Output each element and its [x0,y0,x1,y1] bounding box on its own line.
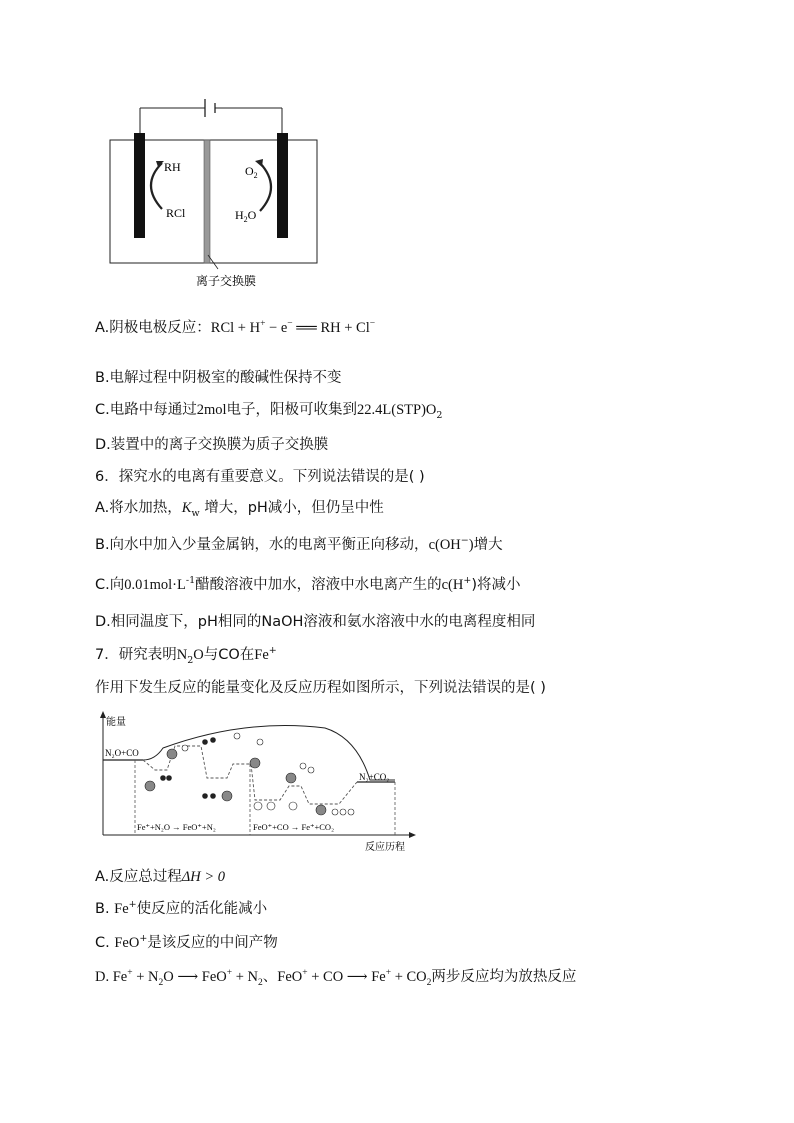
q7-option-d: D. $Fe^+ + N_2O$ ⟶ $FeO^+ + N_2$、FeO+ + CO ⟶ $Fe^+ + CO_2$两步反应均为放热反应 [95,968,577,988]
q6-option-d: D.相同温度下，pH相同的NaOH溶液和氨水溶液中水的电离程度相同 [95,614,536,630]
y-axis-label: 能量 [106,717,126,728]
q7-stem: 7．研究表明$N_2O$与CO在Fe+ [95,645,277,666]
cathode-reactant-label: RCl [166,206,186,220]
end-label: N₂+CO₂ [359,772,390,782]
molecule-glyphs [145,733,354,815]
q5-option-c: C.电路中每通过2mol电子，阳极可收集到$22.4L(STP)O_2$ [95,402,443,421]
start-label: N₂O+CO [105,748,139,758]
q6-option-a: A.将水加热，$K_w$ 增大，pH减小，但仍呈中性 [95,500,384,519]
ion-exchange-membrane [204,140,210,263]
electrolysis-cell-figure [100,95,330,290]
step1-label: Fe⁺+N₂O → FeO⁺+N₂ [137,822,216,832]
energy-curve [103,726,395,781]
cathode-electrode [134,133,145,238]
step2-label: FeO⁺+CO → Fe⁺+CO₂ [253,822,335,832]
svg-text:O2: $O_2$ [245,164,258,180]
cathode-product-label: RH [164,160,181,174]
svg-text:H2O: $H_2O$ [235,208,257,224]
q6-option-b: B.向水中加入少量金属钠，水的电离平衡正向移动，c(OH−)增大 [95,535,503,553]
anode-electrode [277,133,288,238]
membrane-label: 离子交换膜 [196,274,257,288]
q7-stem-continued: 作用下发生反应的能量变化及反应历程如图所示，下列说法错误的是( ) [95,680,546,696]
q7-option-c: C. FeO+是该反应的中间产物 [95,933,278,951]
q5-option-b: B.电解过程中阴极室的酸碱性保持不变 [95,370,342,386]
anode-product-label: O [245,164,254,178]
q7-option-a: A.反应总过程ΔH > 0 [95,869,226,885]
x-axis-label: 反应历程 [365,842,405,853]
q6-option-c: C.向$0.01mol\cdot L^{-1}$醋酸溶液中加水，溶液中水电离产生的c(H+)将减小 [95,575,521,593]
q7-option-b: B. Fe+使反应的活化能减小 [95,899,268,917]
q6-stem: 6．探究水的电离有重要意义。下列说法错误的是( ) [95,469,425,485]
q5-option-d: D.装置中的离子交换膜为质子交换膜 [95,437,329,453]
energy-profile-figure [95,708,425,858]
anode-reactant-label: H [235,208,244,222]
q5-option-a: A.阴极电极反应：RCl + H+ − e− ══ RH + Cl− [95,319,376,336]
